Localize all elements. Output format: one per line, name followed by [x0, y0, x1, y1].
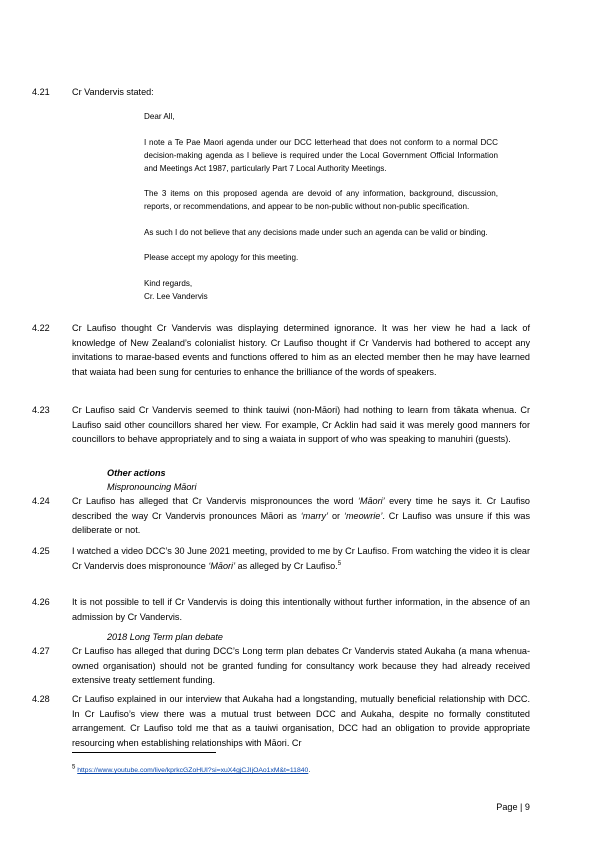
- paragraph-4-25: [32, 544, 530, 573]
- paragraph-number: 4.23: [32, 405, 50, 415]
- paragraph-4-24: [32, 494, 530, 538]
- email-paragraph: I note a Te Pae Maori agenda under our DCC letterhead that does not conform to a normal DCC decision-making agenda as I believe is required under the Local Government Official Information and Meetings Act 1987, particularly Part 7 Local Authority Meetings.: [144, 137, 498, 173]
- page-number: Page | 9: [496, 802, 530, 812]
- email-paragraph: Please accept my apology for this meeting.: [144, 253, 299, 263]
- subsection-heading: 2018 Long Term plan debate: [107, 632, 223, 642]
- paragraph-text: I watched a video DCC’s 30 June 2021 meeting, provided to me by Cr Laufiso. From watching the video it is clear Cr Vandervis does mispronounce ‘Māori’ as alleged by Cr Laufiso.$^5$: [72, 546, 530, 571]
- footnote-link[interactable]: https://www.youtube.com/live/kprkcGZoHUI?si=xuX4gjCJIjOAo1xM&t=11840: [77, 767, 309, 774]
- section-heading: Other actions: [107, 468, 166, 478]
- paragraph-4-21: [32, 85, 530, 100]
- paragraph-text: Cr Laufiso has alleged that during DCC’s Long term plan debates Cr Vandervis stated Aukaha (a mana whenua-owned organisation) should not be granted funding for consultancy work because they had already received extensive treaty settlement funding.: [72, 646, 530, 685]
- email-signoff: Kind regards,: [144, 278, 193, 288]
- paragraph-4-28: [32, 692, 530, 750]
- paragraph-text: Cr Vandervis stated:: [72, 87, 154, 97]
- paragraph-number: 4.22: [32, 323, 50, 333]
- paragraph-4-26: [32, 595, 530, 624]
- paragraph-text: It is not possible to tell if Cr Vandervis is doing this intentionally without further information, in the absence of an admission by Cr Vandervis.: [72, 597, 530, 622]
- paragraph-4-22: [32, 321, 530, 379]
- paragraph-number: 4.21: [32, 87, 50, 97]
- quoted-email: [144, 110, 498, 303]
- paragraph-number: 4.26: [32, 597, 50, 607]
- paragraph-number: 4.27: [32, 646, 50, 656]
- email-paragraph: The 3 items on this proposed agenda are devoid of any information, background, discussion, reports, or recommendations, and appear to be non-public without non-public specification.: [144, 189, 498, 212]
- email-signature: Cr. Lee Vandervis: [144, 291, 208, 301]
- footnote-separator: [72, 752, 216, 753]
- paragraph-4-23: [32, 403, 530, 447]
- email-paragraph: As such I do not believe that any decisions made under such an agenda can be valid or binding.: [144, 227, 488, 237]
- paragraph-text: Cr Laufiso said Cr Vandervis seemed to think tauiwi (non-Māori) had nothing to learn from tākata whenua. Cr Laufiso said other councillors shared her view. For example, Cr Acklin had said it was merely good manners for councillors to behave appropriately and to sing a waiata in support of who was speaking to manuhiri (guests).: [72, 405, 530, 444]
- paragraph-number: 4.25: [32, 546, 50, 556]
- paragraph-text: Cr Laufiso thought Cr Vandervis was displaying determined ignorance. It was her view he had a lack of knowledge of New Zealand’s colonialist history. Cr Laufiso thought if Cr Vandervis had bothered to accept any invitations to marae-based events and functions offered to him as an elected member then he may have learned that waiata had been sung for centuries to enhance the brilliance of the words of speakers.: [72, 323, 530, 377]
- footnote: $^5$ https://www.youtube.com/live/kprkcGZoHUI?si=xuX4gjCJIjOAo1xM&t=11840.: [72, 764, 311, 774]
- subsection-heading: Mispronouncing Māori: [107, 482, 197, 492]
- paragraph-text: Cr Laufiso explained in our interview that Aukaha had a longstanding, mutually beneficial relationship with DCC. In Cr Laufiso’s view there was a mutual trust between DCC and Aukaha, despite no formally constituted arrangement. Cr Laufiso told me that as a tauiwi organisation, DCC had an obligation to provide appropriate resourcing when establishing relationships with Māori. Cr: [72, 694, 530, 748]
- paragraph-number: 4.24: [32, 496, 50, 506]
- footnote-reference[interactable]: 5: [337, 560, 342, 567]
- paragraph-number: 4.28: [32, 694, 50, 704]
- paragraph-text: Cr Laufiso has alleged that Cr Vandervis mispronounces the word ‘Māori’ every time he says it. Cr Laufiso described the way Cr Vandervis pronounces Māori as ‘marry’ or ‘meowrie’. Cr Laufiso was unsure if this was deliberate or not.: [72, 496, 530, 535]
- paragraph-4-27: [32, 644, 530, 688]
- footnote-number: 5: [72, 764, 76, 771]
- email-greeting: Dear All,: [144, 112, 175, 121]
